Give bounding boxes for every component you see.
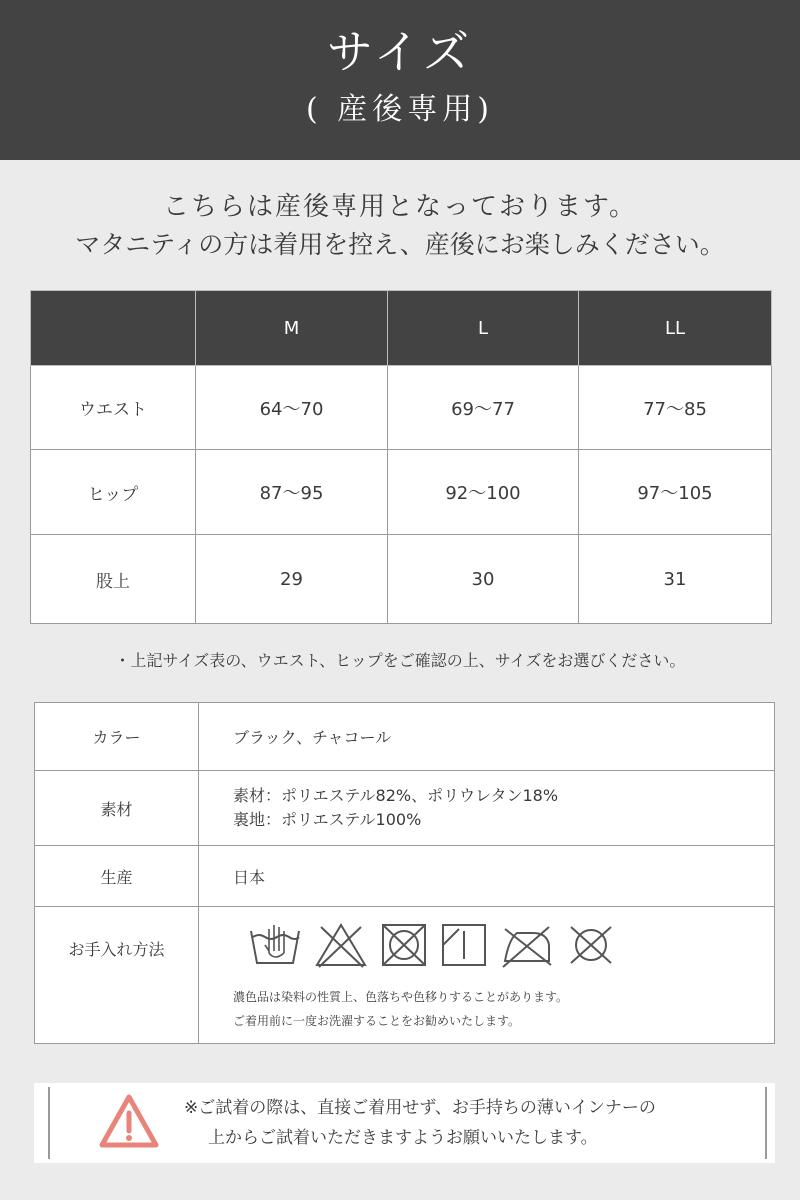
warning-text	[184, 1093, 656, 1153]
spec-row-origin	[35, 846, 775, 907]
hand-wash-icon	[247, 921, 303, 969]
spec-row-care	[35, 907, 775, 1044]
row-label-hip: ヒップ	[31, 450, 196, 535]
cell-value: 69〜77	[388, 366, 579, 450]
spec-row-material	[35, 771, 775, 846]
page-title: サイズ	[326, 25, 474, 79]
table-row	[31, 366, 772, 450]
row-label-rise: 股上	[31, 535, 196, 624]
spec-row-color	[35, 703, 775, 771]
care-note-line: ご着用前に一度お洗濯することをお勧めいたします。	[233, 1014, 521, 1028]
spec-value-care	[199, 907, 775, 1044]
fitting-warning	[34, 1083, 775, 1163]
spec-label-material: 素材	[35, 771, 199, 846]
page-subtitle: ( 産後専用)	[306, 92, 494, 127]
no-dry-clean-icon	[565, 921, 617, 969]
warning-triangle-icon	[98, 1093, 160, 1151]
size-table-header-row	[31, 291, 772, 366]
care-icons	[247, 921, 774, 969]
material-line: 素材：ポリエステル82%、ポリウレタン18%	[233, 786, 559, 805]
intro-line-2: マタニティの方は着用を控え、産後にお楽しみください。	[75, 230, 725, 259]
cell-value: 87〜95	[196, 450, 388, 535]
drip-dry-icon	[439, 921, 489, 969]
no-tumble-dry-icon	[379, 921, 429, 969]
no-bleach-icon	[313, 921, 369, 969]
size-header-empty	[31, 291, 196, 366]
page-header	[0, 0, 800, 160]
row-label-waist: ウエスト	[31, 366, 196, 450]
cell-value: 31	[579, 535, 772, 624]
spec-label-color: カラー	[35, 703, 199, 771]
material-line: 裏地：ポリエステル100%	[233, 810, 422, 829]
warning-line-2: 上からご試着いただきますようお願いいたします。	[208, 1128, 598, 1148]
intro-text	[0, 188, 800, 264]
size-header-l: L	[388, 291, 579, 366]
spec-value-origin: 日本	[199, 846, 775, 907]
care-notes	[233, 985, 774, 1033]
cell-value: 64〜70	[196, 366, 388, 450]
spec-label-origin: 生産	[35, 846, 199, 907]
table-row	[31, 535, 772, 624]
cell-value: 30	[388, 535, 579, 624]
spec-table	[34, 702, 775, 1044]
size-header-m: M	[196, 291, 388, 366]
warning-left-bar	[48, 1087, 50, 1159]
spec-label-care: お手入れ方法	[35, 907, 199, 1044]
spec-value-color: ブラック、チャコール	[199, 703, 775, 771]
cell-value: 97〜105	[579, 450, 772, 535]
intro-line-1: こちらは産後専用となっております。	[163, 192, 637, 222]
spec-value-material	[199, 771, 775, 846]
cell-value: 77〜85	[579, 366, 772, 450]
size-table	[30, 290, 772, 624]
no-iron-icon	[499, 921, 555, 969]
cell-value: 29	[196, 535, 388, 624]
warning-line-1: ※ご試着の際は、直接ご着用せず、お手持ちの薄いインナーの	[184, 1098, 656, 1118]
cell-value: 92〜100	[388, 450, 579, 535]
size-note: ・上記サイズ表の、ウエスト、ヒップをご確認の上、サイズをお選びください。	[114, 651, 686, 670]
warning-right-bar	[765, 1087, 767, 1159]
size-header-ll: LL	[579, 291, 772, 366]
care-note-line: 濃色品は染料の性質上、色落ちや色移りすることがあります。	[233, 990, 569, 1004]
table-row	[31, 450, 772, 535]
